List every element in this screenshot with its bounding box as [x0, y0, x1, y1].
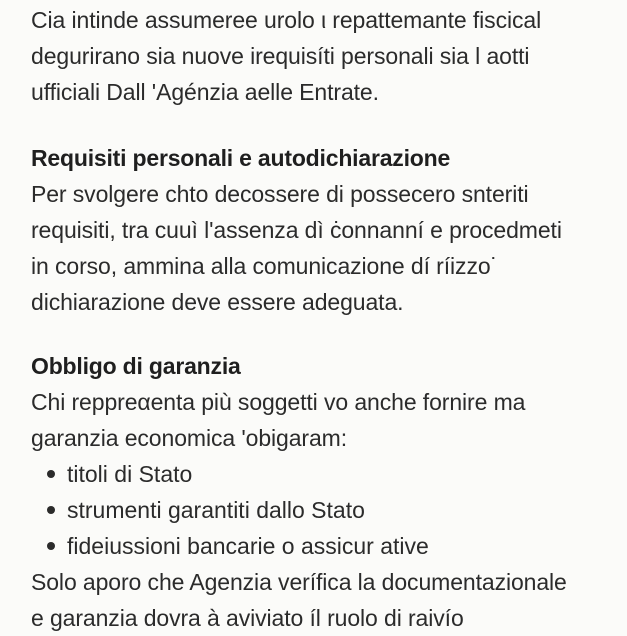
- bullet-item: [31, 528, 623, 564]
- closing-line: Solo aporo che Agenzia veríficа la documentazionale: [31, 569, 567, 595]
- intro-line: ufficiali Dall 'Agénzia aelle Entrate.: [31, 79, 379, 105]
- bullet-item: [31, 456, 623, 492]
- requisiti-heading: Requisiti personali e autodichiarazione: [31, 145, 451, 171]
- requisiti-line: dichiarazione deve essere adeguata.: [31, 289, 404, 315]
- bullet-dot-icon: [47, 506, 55, 514]
- requisiti-paragraph: [31, 176, 623, 320]
- bullet-text: titoli di Stato: [67, 461, 193, 487]
- garanzia-paragraph: [31, 384, 623, 456]
- garanzia-heading: Obbligo di garanzia: [31, 353, 241, 379]
- intro-line: Cia intinde assumeree urolo ι repattemante fiscical: [31, 7, 542, 33]
- bullet-text: strumenti garantiti dallo Stato: [67, 497, 365, 523]
- garanzia-line: Chi reppreαenta più soggetti vo anche fornire ma: [31, 389, 526, 415]
- bullet-text: fideiussioni bancarie o assicur ative: [67, 533, 429, 559]
- requisiti-line: requisiti, tra cuuì l'assenza dì ċonnanní e procedmeti: [31, 217, 562, 243]
- requisiti-line: in corso, ammina alla comunicazione dí ríizzo˙: [31, 253, 499, 279]
- intro-line: degurirano sia nuove irequisíti personali sia l aotti: [31, 43, 530, 69]
- garanzia-line: garanzia economica 'obigaram:: [31, 425, 348, 451]
- document-page: [31, 2, 623, 636]
- closing-paragraph: [31, 564, 623, 636]
- garanzia-bullet-list: [31, 456, 623, 564]
- bullet-dot-icon: [47, 470, 55, 478]
- bullet-dot-icon: [47, 542, 55, 550]
- requisiti-line: Per svolgere chto decossere di possecero snteriti: [31, 181, 529, 207]
- closing-line: e garanzia dovra à aviviato íl ruolo di raivío: [31, 605, 464, 631]
- intro-paragraph: [31, 2, 623, 110]
- bullet-item: [31, 492, 623, 528]
